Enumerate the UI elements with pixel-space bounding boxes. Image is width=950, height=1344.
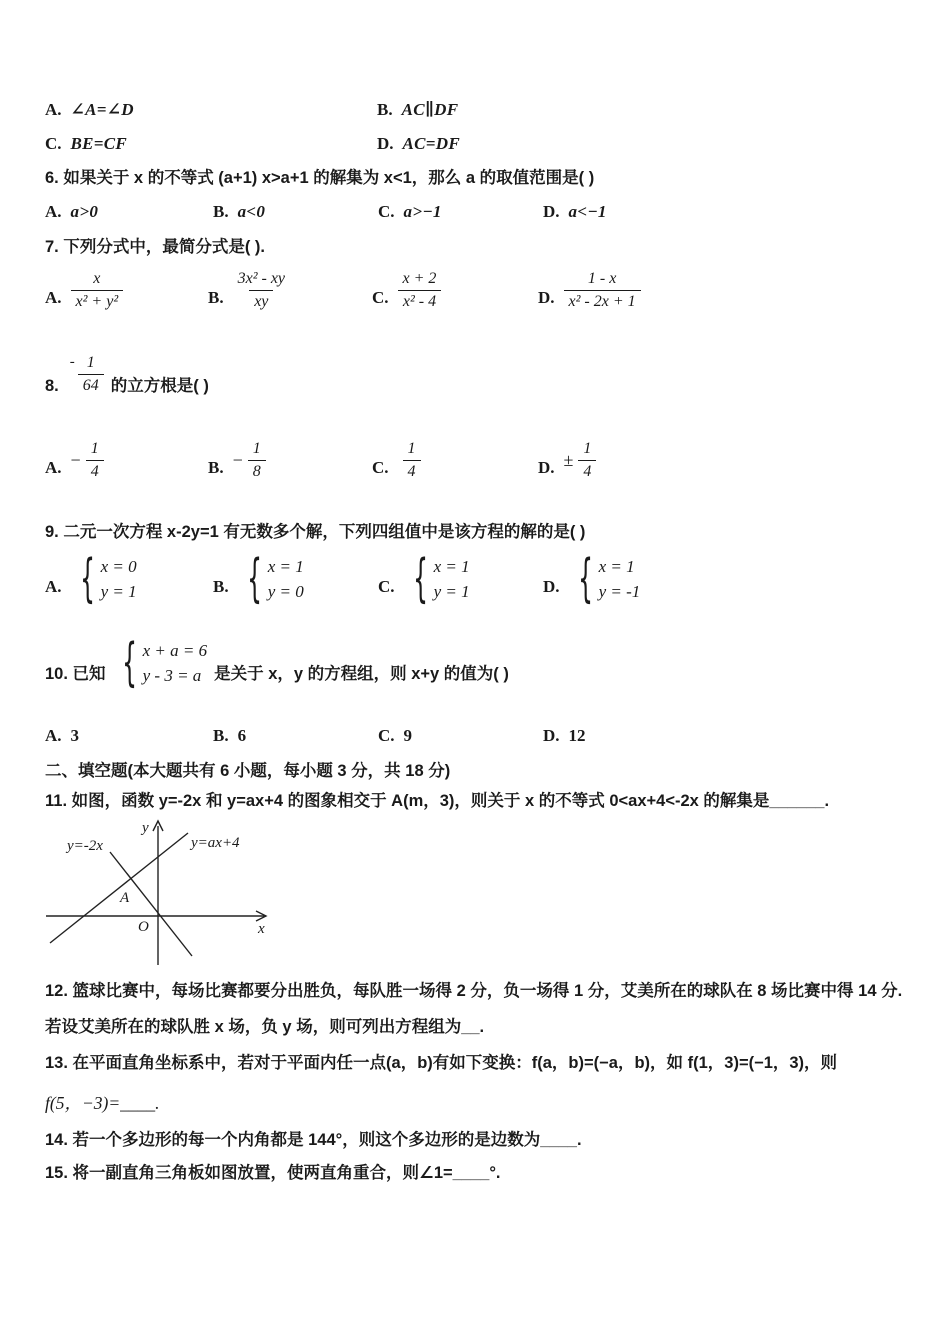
option-text: 12: [568, 726, 586, 745]
equation-line: x = 1: [598, 557, 635, 577]
q7-stem: 7. 下列分式中，最简分式是( ).: [45, 238, 266, 256]
q8-stem: [45, 352, 209, 397]
q5-option-b: [377, 100, 458, 120]
q14-stem: 14. 若一个多边形的每一个内角都是 144°，则这个多边形的是边数为____.: [45, 1131, 582, 1149]
q8-option-a: [45, 438, 104, 482]
q7-option-c: [372, 268, 441, 312]
stem-text: 的立方根是( ): [110, 376, 209, 395]
fraction-denominator: 4: [86, 460, 104, 483]
option-text: a<−1: [568, 202, 607, 221]
q10-stem: [45, 633, 509, 693]
fraction: [86, 438, 104, 482]
option-label: A.: [45, 726, 62, 745]
fraction-numerator: 3x² - xy: [237, 270, 286, 287]
option-label: A.: [45, 202, 62, 221]
minus-sign: −: [70, 449, 81, 470]
fraction: [71, 268, 124, 312]
equation-system: [569, 549, 641, 609]
fraction-denominator: 8: [248, 460, 266, 483]
equation-system: [404, 549, 470, 609]
q9-option-c: [378, 549, 470, 609]
option-label: B.: [213, 202, 229, 221]
q8-option-c: [372, 438, 421, 482]
option-text: 9: [403, 726, 413, 745]
fraction-numerator: 1 - x: [587, 270, 617, 287]
option-label: A.: [45, 288, 62, 308]
fraction-numerator: 1: [583, 440, 592, 457]
q6-option-c: [378, 202, 442, 222]
fraction: [564, 268, 641, 312]
brace-symbol: {: [121, 633, 137, 693]
option-text: a>0: [70, 202, 99, 221]
q6-option-b: [213, 202, 265, 222]
option-label: D.: [543, 726, 560, 745]
brace-symbol: {: [79, 549, 95, 609]
origin-label: O: [138, 919, 149, 935]
brace-symbol: {: [577, 549, 593, 609]
brace-symbol: {: [246, 549, 262, 609]
fraction: [578, 438, 596, 482]
fraction: [403, 438, 421, 482]
fraction: [78, 352, 104, 396]
x-axis-label: x: [258, 921, 265, 937]
q12-stem-line2: 若设艾美所在的球队胜 x 场，负 y 场，则可列出方程组为__.: [45, 1018, 485, 1036]
equation-line: y = 1: [100, 582, 137, 602]
minus-sign: −: [232, 449, 243, 470]
q13-stem-line2: f(5，−3)=____.: [45, 1093, 160, 1113]
fraction-numerator: 1: [252, 440, 261, 457]
line1-equation-label: y=-2x: [67, 838, 103, 854]
fraction-denominator: x² - 2x + 1: [564, 290, 641, 313]
q9-option-b: [213, 549, 304, 609]
equation-line: x = 1: [433, 557, 470, 577]
q7-option-d: [538, 268, 641, 312]
equation-system: [113, 633, 208, 693]
q15-stem: 15. 将一副直角三角板如图放置，使两直角重合，则∠1=____°.: [45, 1164, 501, 1182]
equation-line: x = 0: [100, 557, 137, 577]
q8-option-b: [208, 438, 266, 482]
option-label: D.: [538, 288, 555, 308]
equation-system: [71, 549, 137, 609]
equation-line: x + a = 6: [142, 641, 208, 661]
option-label: D.: [543, 576, 560, 596]
plus-minus-sign: ±: [563, 449, 574, 470]
q11-function-graph: [40, 816, 275, 968]
option-label: A.: [45, 100, 62, 119]
stem-text: 是关于 x，y 的方程组，则 x+y 的值为( ): [214, 664, 509, 683]
fraction-numerator: x: [93, 270, 101, 287]
q6-stem: 6. 如果关于 x 的不等式 (a+1) x>a+1 的解集为 x<1，那么 a 的取值范围是( ): [45, 169, 595, 187]
fraction: [398, 268, 442, 312]
option-label: C.: [45, 134, 62, 153]
option-label: B.: [213, 576, 229, 596]
fraction: [248, 438, 266, 482]
fraction-numerator: 1: [407, 440, 416, 457]
q11-stem: 11. 如图，函数 y=-2x 和 y=ax+4 的图象相交于 A(m，3)，则关于 x 的不等式 0<ax+4<-2x 的解集是______.: [45, 792, 830, 810]
fraction-numerator: 1: [90, 440, 99, 457]
option-label: C.: [372, 288, 389, 308]
point-a-label: A: [120, 890, 130, 906]
fraction-denominator: x² - 4: [398, 290, 441, 313]
q9-option-a: [45, 549, 137, 609]
fraction-denominator: 4: [578, 460, 596, 483]
equation-line: y = 1: [433, 582, 470, 602]
q9-option-d: [543, 549, 641, 609]
fraction-numerator: x + 2: [402, 270, 437, 287]
option-text: BE=CF: [70, 134, 128, 153]
equation-line: y - 3 = a: [142, 666, 202, 686]
q9-stem: 9. 二元一次方程 x-2y=1 有无数多个解，下列四组值中是该方程的解的是( ): [45, 523, 586, 541]
fraction: [233, 268, 290, 312]
q5-option-c: [45, 134, 127, 154]
option-label: B.: [213, 726, 229, 745]
option-text: a>−1: [403, 202, 442, 221]
line2-equation-label: y=ax+4: [191, 835, 240, 851]
q10-option-a: [45, 726, 79, 746]
option-label: D.: [377, 134, 394, 153]
option-text: ∠A=∠D: [70, 100, 134, 119]
option-label: B.: [377, 100, 393, 119]
option-label: C.: [378, 202, 395, 221]
question-number: 10. 已知: [45, 664, 106, 683]
q6-option-d: [543, 202, 607, 222]
q13-stem-line1: 13. 在平面直角坐标系中，若对于平面内任一点(a，b)有如下变换：f(a，b)=(−a，b)，如 f(1，3)=(−1，3)，则: [45, 1054, 838, 1072]
equation-line: y = -1: [598, 582, 641, 602]
q7-option-a: [45, 268, 123, 312]
fraction-numerator: 1: [86, 354, 95, 371]
y-axis-label: y: [142, 820, 149, 836]
fraction-denominator: x² + y²: [71, 290, 124, 313]
section2-header: 二、填空题(本大题共有 6 小题，每小题 3 分，共 18 分): [45, 762, 451, 780]
brace-symbol: {: [412, 549, 428, 609]
q6-option-a: [45, 202, 98, 222]
option-label: B.: [208, 458, 224, 478]
option-text: a<0: [237, 202, 266, 221]
option-label: C.: [378, 726, 395, 745]
q12-stem-line1: 12. 篮球比赛中，每场比赛都要分出胜负，每队胜一场得 2 分，负一场得 1 分，艾美所在的球队在 8 场比赛中得 14 分.: [45, 982, 903, 1000]
equation-line: x = 1: [267, 557, 304, 577]
fraction-denominator: 64: [78, 374, 104, 397]
option-text: AC∥DF: [401, 100, 459, 119]
q10-option-d: [543, 726, 586, 746]
minus-sign: -: [69, 354, 75, 370]
option-label: B.: [208, 288, 224, 308]
q7-option-b: [208, 268, 290, 312]
fraction-denominator: xy: [249, 290, 273, 313]
q5-option-a: [45, 100, 134, 120]
option-text: 3: [70, 726, 80, 745]
q5-option-d: [377, 134, 460, 154]
option-label: D.: [543, 202, 560, 221]
option-label: C.: [378, 576, 395, 596]
equation-system: [238, 549, 304, 609]
q10-option-b: [213, 726, 246, 746]
option-label: A.: [45, 458, 62, 478]
q10-option-c: [378, 726, 412, 746]
option-text: AC=DF: [402, 134, 461, 153]
option-label: D.: [538, 458, 555, 478]
question-number: 8.: [45, 376, 59, 395]
option-text: 6: [237, 726, 247, 745]
fraction-denominator: 4: [403, 460, 421, 483]
option-label: C.: [372, 458, 389, 478]
equation-line: y = 0: [267, 582, 304, 602]
q8-option-d: [538, 438, 596, 482]
option-label: A.: [45, 576, 62, 596]
